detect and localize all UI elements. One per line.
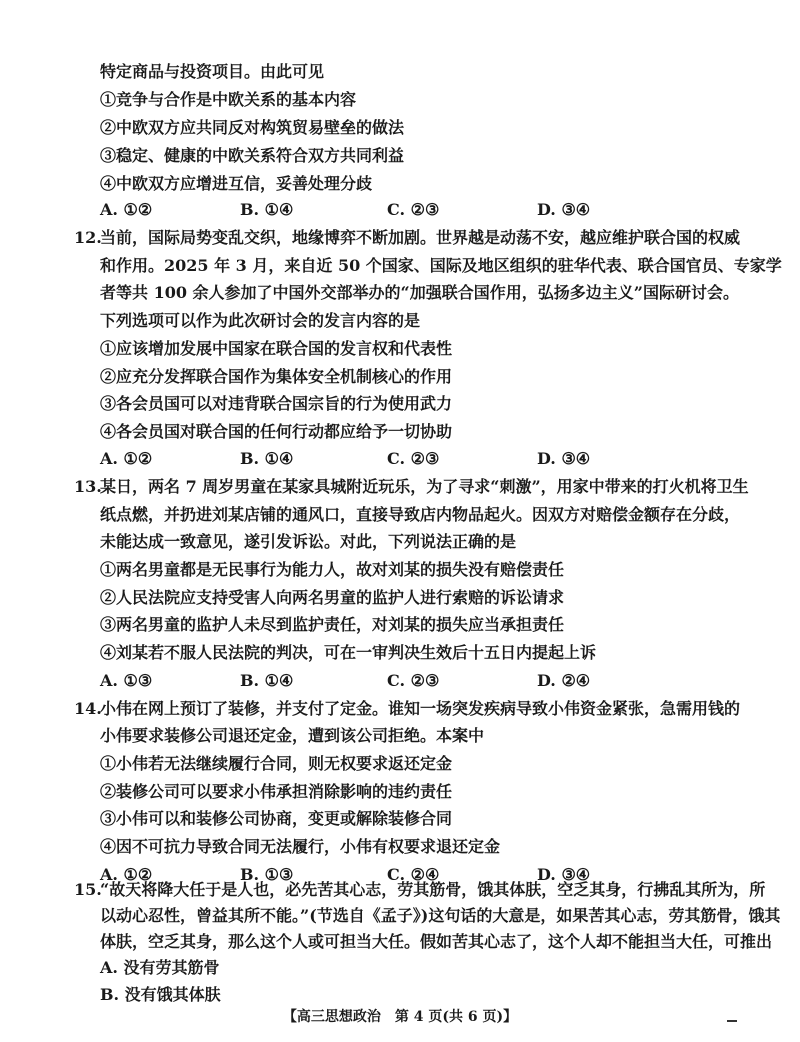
q12-option-4: ④各会员国对联合国的任何行动都应给予一切协助	[100, 422, 453, 441]
page-footer: 【高三思想政治 第 4 页(共 6 页)】	[282, 1009, 518, 1025]
q11-option-3: ③稳定、健康的中欧关系符合双方共同利益	[100, 146, 405, 165]
q14-choice-a: A. ①②	[100, 865, 153, 884]
q15-number: 15.	[74, 880, 102, 899]
q12-stem-line-1: 当前，国际局势变乱交织，地缘博弈不断加剧。世界越是动荡不安，越应维护联合国的权威	[100, 228, 741, 247]
q12-number: 12.	[74, 228, 102, 247]
q12-choice-d: D. ③④	[537, 449, 591, 468]
q13-option-1: ①两名男童都是无民事行为能力人，故对刘某的损失没有赔偿责任	[100, 560, 565, 579]
q13-choice-d: D. ②④	[537, 671, 591, 690]
q13-stem-line-2: 纸点燃，并扔进刘某店铺的通风口，直接导致店内物品起火。因双方对赔偿金额存在分歧，	[100, 505, 741, 524]
q14-option-3: ③小伟可以和装修公司协商，变更或解除装修合同	[100, 809, 453, 828]
q14-choice-c: C. ②④	[387, 865, 440, 884]
q11-option-1: ①竞争与合作是中欧关系的基本内容	[100, 90, 357, 109]
q11-choices	[100, 200, 700, 220]
q12-choice-a: A. ①②	[100, 449, 153, 468]
q11-stem-tail: 特定商品与投资项目。由此可见	[100, 62, 325, 81]
q13-choice-a: A. ①③	[100, 671, 153, 690]
q12-option-3: ③各会员国可以对违背联合国宗旨的行为使用武力	[100, 394, 453, 413]
q14-option-1: ①小伟若无法继续履行合同，则无权要求返还定金	[100, 754, 453, 773]
q15-option-a: A. 没有劳其筋骨	[100, 958, 220, 977]
q13-stem-line-1: 某日，两名 7 周岁男童在某家具城附近玩乐，为了寻求“刺激”，用家中带来的打火机将卫生	[100, 477, 749, 496]
q11-choice-b: B. ①④	[240, 200, 294, 219]
q15-stem-line-3: 体肤，空乏其身，那么这个人或可担当大任。假如苦其心志了，这个人却不能担当大任，可推出	[100, 932, 773, 951]
q11-option-2: ②中欧双方应共同反对构筑贸易壁垒的做法	[100, 118, 405, 137]
q14-option-2: ②装修公司可以要求小伟承担消除影响的违约责任	[100, 782, 453, 801]
q13-stem-line-3: 未能达成一致意见，遂引发诉讼。对此，下列说法正确的是	[100, 532, 517, 551]
q12-option-2: ②应充分发挥联合国作为集体安全机制核心的作用	[100, 367, 453, 386]
q14-choice-b: B. ①③	[240, 865, 294, 884]
q11-choice-a: A. ①②	[100, 200, 153, 219]
q11-option-4: ④中欧双方应增进互信，妥善处理分歧	[100, 174, 373, 193]
q12-stem-line-3: 者等共 100 余人参加了中国外交部举办的“加强联合国作用，弘扬多边主义”国际研讨会。	[100, 283, 739, 302]
q14-option-4: ④因不可抗力导致合同无法履行，小伟有权要求退还定金	[100, 837, 501, 856]
q12-choice-c: C. ②③	[387, 449, 440, 468]
q11-choice-d: D. ③④	[537, 200, 591, 219]
q13-choices	[100, 671, 700, 691]
q13-choice-c: C. ②③	[387, 671, 440, 690]
q14-stem-line-2: 小伟要求装修公司退还定金，遭到该公司拒绝。本案中	[100, 726, 485, 745]
q12-choice-b: B. ①④	[240, 449, 294, 468]
q15-stem-line-2: 以动心忍性，曾益其所不能。”(节选自《孟子》)这句话的大意是，如果苦其心志，劳其筋骨，饿其	[100, 906, 781, 925]
q11-choice-c: C. ②③	[387, 200, 440, 219]
q12-stem-line-2: 和作用。2025 年 3 月，来自近 50 个国家、国际及地区组织的驻华代表、联合国官员、专家学	[100, 256, 782, 275]
corner-mark	[727, 1020, 737, 1022]
q12-choices	[100, 449, 700, 469]
q13-option-3: ③两名男童的监护人未尽到监护责任，对刘某的损失应当承担责任	[100, 615, 565, 634]
q13-option-4: ④刘某若不服人民法院的判决，可在一审判决生效后十五日内提起上诉	[100, 643, 597, 662]
q14-choice-d: D. ③④	[537, 865, 591, 884]
q15-option-b: B. 没有饿其体肤	[100, 985, 221, 1004]
q15-stem-line-1: “故天将降大任于是人也，必先苦其心志，劳其筋骨，饿其体肤，空乏其身，行拂乱其所为，所	[100, 880, 766, 899]
q14-number: 14.	[74, 699, 102, 718]
q13-number: 13.	[74, 477, 102, 496]
q13-option-2: ②人民法院应支持受害人向两名男童的监护人进行索赔的诉讼请求	[100, 588, 565, 607]
q13-choice-b: B. ①④	[240, 671, 294, 690]
q12-option-1: ①应该增加发展中国家在联合国的发言权和代表性	[100, 339, 453, 358]
q14-stem-line-1: 小伟在网上预订了装修，并支付了定金。谁知一场突发疾病导致小伟资金紧张，急需用钱的	[100, 699, 741, 718]
q12-stem-line-4: 下列选项可以作为此次研讨会的发言内容的是	[100, 311, 421, 330]
